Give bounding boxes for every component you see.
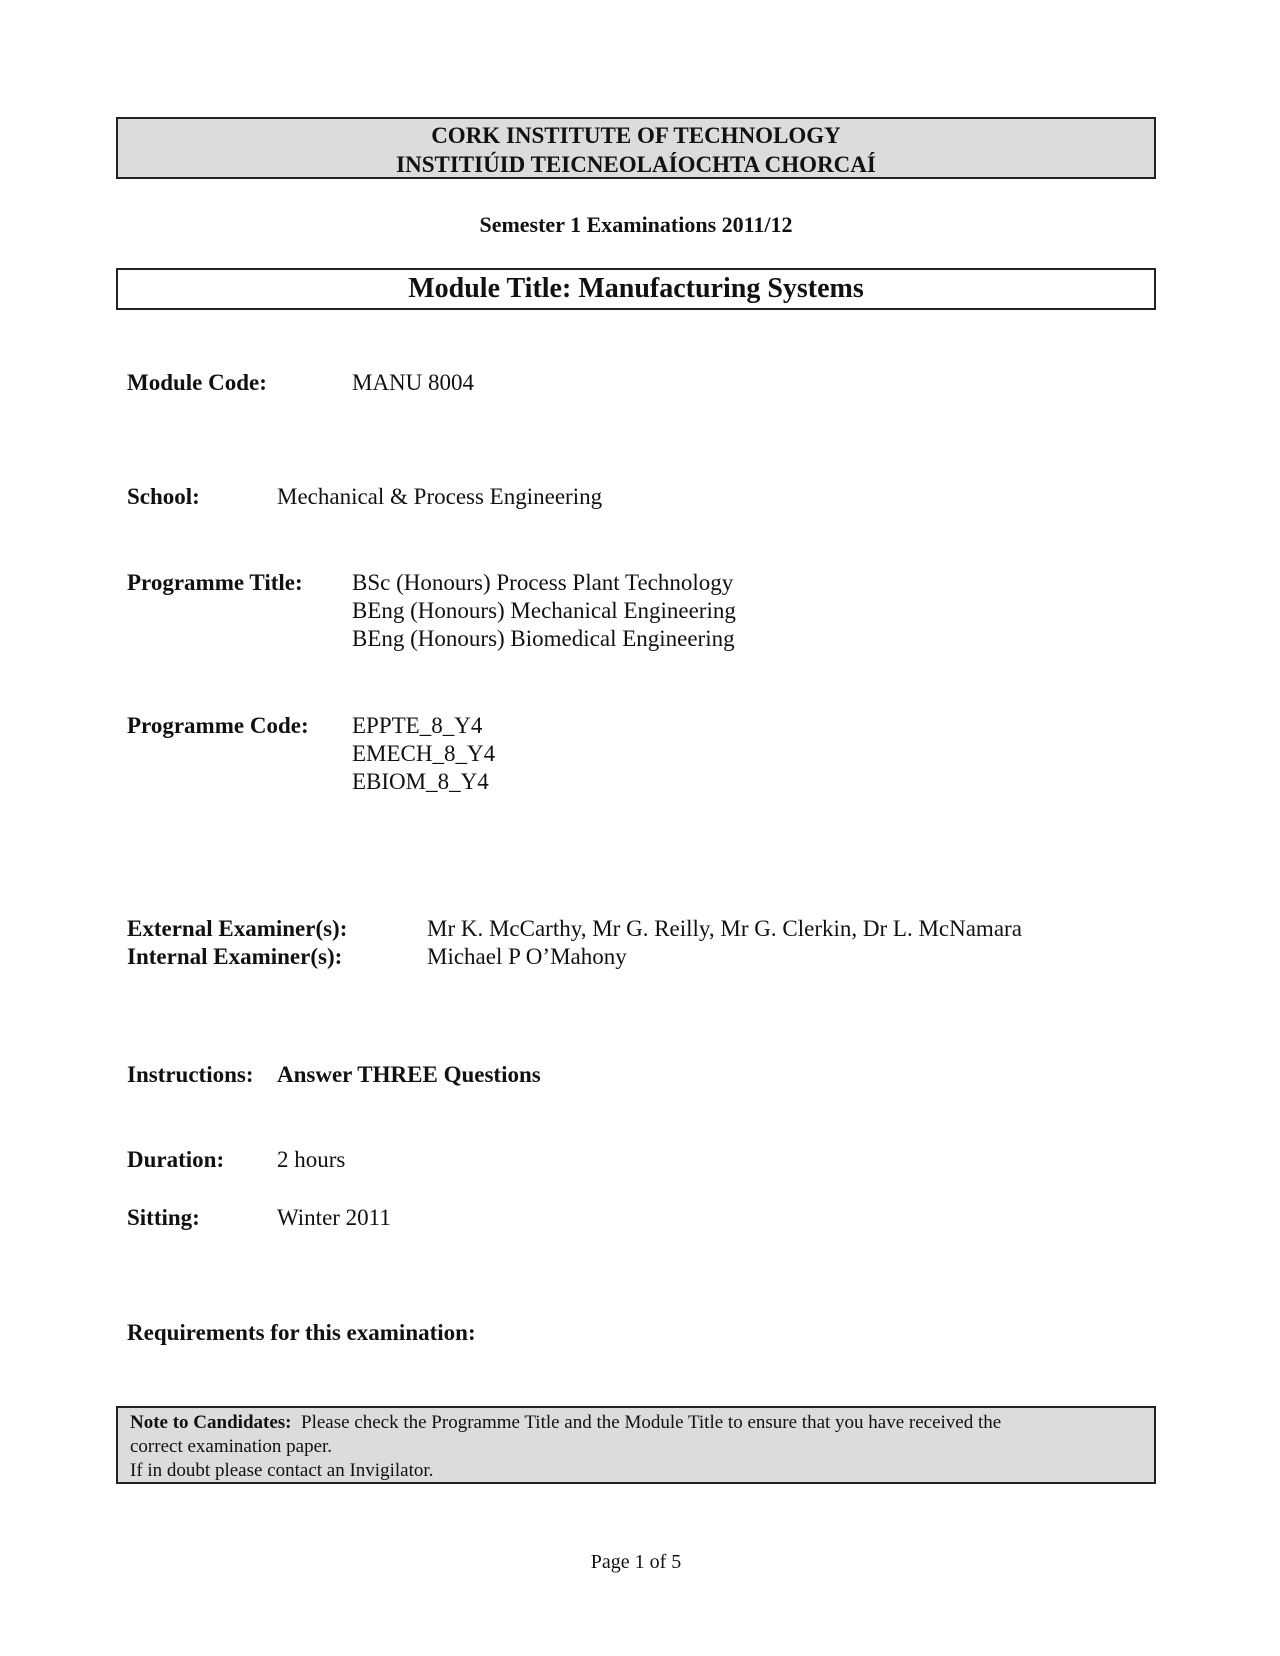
note-text: Please check the Programme Title and the Module Title to ensure that you have received the [301, 1412, 1002, 1433]
internal-examiners-label: Internal Examiner(s): [127, 944, 343, 969]
programme-code-item: EBIOM_8_Y4 [352, 769, 489, 794]
note-text: If in doubt please contact an Invigilator. [130, 1460, 434, 1481]
instructions-label: Instructions: [127, 1062, 254, 1087]
instructions-value: Answer THREE Questions [277, 1062, 541, 1087]
programme-title-values [352, 569, 736, 653]
note-to-candidates [116, 1406, 1156, 1484]
school-value: Mechanical & Process Engineering [277, 484, 603, 509]
programme-code-item: EMECH_8_Y4 [352, 741, 496, 766]
institute-name-ga: INSTITIÚID TEICNEOLAÍOCHTA CHORCAÍ [396, 152, 876, 177]
programme-title-item: BEng (Honours) Biomedical Engineering [352, 626, 735, 651]
internal-examiners-value: Michael P O’Mahony [427, 944, 627, 969]
programme-code-item: EPPTE_8_Y4 [352, 713, 483, 738]
module-title: Module Title: Manufacturing Systems [408, 273, 864, 304]
sitting-label: Sitting: [127, 1205, 200, 1230]
programme-title-item: BSc (Honours) Process Plant Technology [352, 570, 734, 595]
note-text: correct examination paper. [130, 1436, 333, 1457]
semester-heading: Semester 1 Examinations 2011/12 [479, 212, 793, 237]
duration-label: Duration: [127, 1147, 225, 1172]
institute-name-en: CORK INSTITUTE OF TECHNOLOGY [431, 123, 841, 148]
module-title-box [116, 268, 1156, 310]
programme-title-item: BEng (Honours) Mechanical Engineering [352, 598, 736, 623]
school-label: School: [127, 484, 200, 509]
programme-code-label: Programme Code: [127, 713, 309, 738]
institute-header [116, 117, 1156, 179]
requirements-heading: Requirements for this examination: [127, 1320, 476, 1345]
programme-code-values [352, 712, 495, 796]
module-code-value: MANU 8004 [352, 370, 475, 395]
external-examiners-label: External Examiner(s): [127, 916, 348, 941]
duration-value: 2 hours [277, 1147, 346, 1172]
sitting-value: Winter 2011 [277, 1205, 391, 1230]
module-code-label: Module Code: [127, 370, 267, 395]
note-label: Note to Candidates: [130, 1412, 292, 1433]
page-number: Page 1 of 5 [590, 1551, 682, 1573]
external-examiners-value: Mr K. McCarthy, Mr G. Reilly, Mr G. Clerkin, Dr L. McNamara [427, 916, 1022, 941]
programme-title-label: Programme Title: [127, 570, 303, 595]
